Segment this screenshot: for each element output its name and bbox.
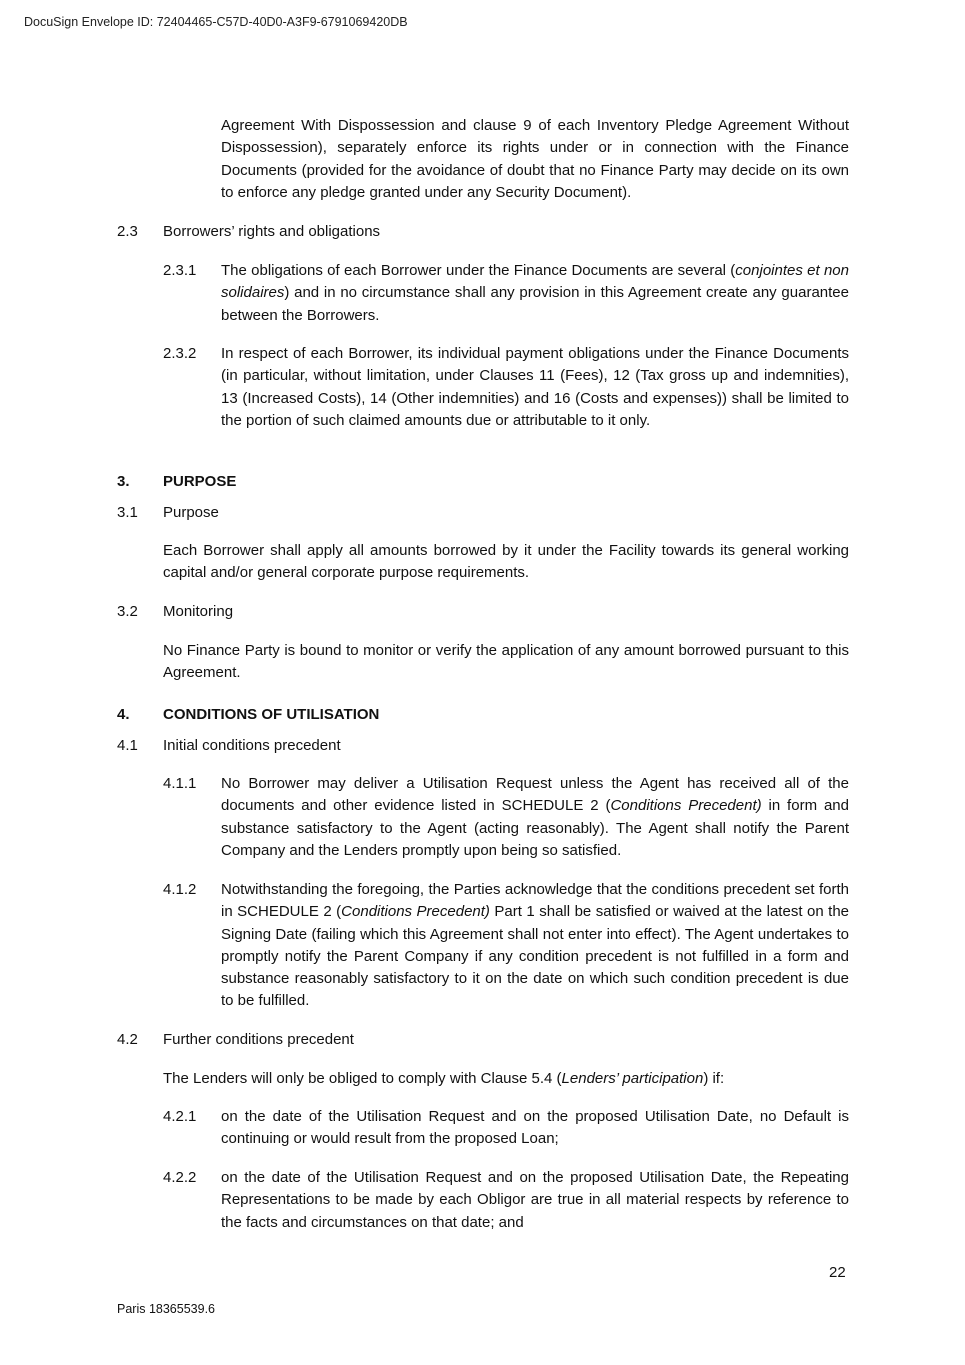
clause-number-4-1-2: 4.1.2: [163, 881, 197, 898]
section-number-4: 4.: [117, 706, 130, 723]
clause-text-4-1-1: No Borrower may deliver a Utilisation Request unless the Agent has received all of the documents and other evidence listed in SCHEDULE 2 (Conditions Precedent) in form and substance satisfactory to the Agent (acting reasonably). The Agent shall notify the Parent Company and the Lenders promptly upon being so satisfied.: [221, 775, 849, 859]
italic-term: Lenders’ participation: [561, 1070, 704, 1087]
clause-text-2-3-2: In respect of each Borrower, its individual payment obligations under the Finance Documents (in particular, without limitation, under Clauses 11 (Fees), 12 (Tax gross up and indemnities), 13 (Increased Costs), 14 (Other indemnities) and 16 (Costs and expenses)) shall be limited to the portion of such claimed amounts due or attributable to it only.: [221, 345, 849, 429]
clause-number-4-2: 4.2: [117, 1031, 138, 1048]
clause-number-4-2-2: 4.2.2: [163, 1169, 197, 1186]
clause-title-3-2: Monitoring: [163, 603, 234, 620]
section-title-4: CONDITIONS OF UTILISATION: [163, 706, 380, 723]
carryover-paragraph: Agreement With Dispossession and clause 9 of each Inventory Pledge Agreement Without Dispossession), separately enforce its rights under or in connection with the Finance Documents (provided for the avoidance of doubt that no Finance Party may decide on its own to enforce any pledge granted under any Security Document).: [221, 117, 849, 201]
clause-number-3-1: 3.1: [117, 504, 138, 521]
clause-text-3-1: Each Borrower shall apply all amounts borrowed by it under the Facility towards its general working capital and/or general corporate purpose requirements.: [163, 542, 849, 582]
clause-number-4-2-1: 4.2.1: [163, 1108, 197, 1125]
clause-title-3-1: Purpose: [163, 504, 219, 521]
clause-title-4-2: Further conditions precedent: [163, 1031, 354, 1048]
clause-text-2-3-1: The obligations of each Borrower under the Finance Documents are several (conjointes et non solidaires) and in no circumstance shall any provision in this Agreement create any guarantee between the Borrowers.: [221, 262, 849, 324]
clause-number-2-3: 2.3: [117, 223, 138, 240]
clause-text-3-2: No Finance Party is bound to monitor or verify the application of any amount borrowed pursuant to this Agreement.: [163, 642, 849, 682]
page-number: 22: [829, 1264, 846, 1281]
italic-term: Conditions Precedent): [341, 903, 490, 921]
clause-title-2-3: Borrowers’ rights and obligations: [163, 223, 381, 240]
clause-text-4-2-2: on the date of the Utilisation Request and on the proposed Utilisation Date, the Repeating Representations to be made by each Obligor are true in all material respects by reference to the facts and circumstances on that date; and: [221, 1169, 849, 1231]
clause-number-2-3-2: 2.3.2: [163, 345, 197, 362]
italic-term: Conditions Precedent): [610, 797, 762, 815]
section-title-3: PURPOSE: [163, 473, 237, 490]
clause-title-4-1: Initial conditions precedent: [163, 737, 341, 754]
envelope-id: DocuSign Envelope ID: 72404465-C57D-40D0-A3F9-6791069420DB: [24, 15, 408, 29]
clause-text-4-2-1: on the date of the Utilisation Request and on the proposed Utilisation Date, no Default is continuing or would result from the proposed Loan;: [221, 1108, 849, 1148]
clause-number-4-1-1: 4.1.1: [163, 775, 197, 792]
clause-text-4-1-2: Notwithstanding the foregoing, the Parties acknowledge that the conditions precedent set forth in SCHEDULE 2 (Conditions Precedent) Part 1 shall be satisfied or waived at the latest on the Signing Date (failing which this Agreement shall not enter into effect). The Agent undertakes to promptly notify the Parent Company if any condition precedent is not fulfilled in a form and substance reasonably satisfactory to it on the date on which such condition precedent is due to be fulfilled.: [221, 881, 850, 1010]
document-reference: Paris 18365539.6: [117, 1302, 215, 1316]
clause-number-3-2: 3.2: [117, 603, 138, 620]
italic-term: conjointes et non solidaires: [221, 262, 849, 302]
clause-number-2-3-1: 2.3.1: [163, 262, 197, 279]
clause-number-4-1: 4.1: [117, 737, 138, 754]
clause-intro-4-2: The Lenders will only be obliged to comply with Clause 5.4 (Lenders’ participation) if:: [163, 1070, 725, 1087]
section-number-3: 3.: [117, 473, 130, 490]
